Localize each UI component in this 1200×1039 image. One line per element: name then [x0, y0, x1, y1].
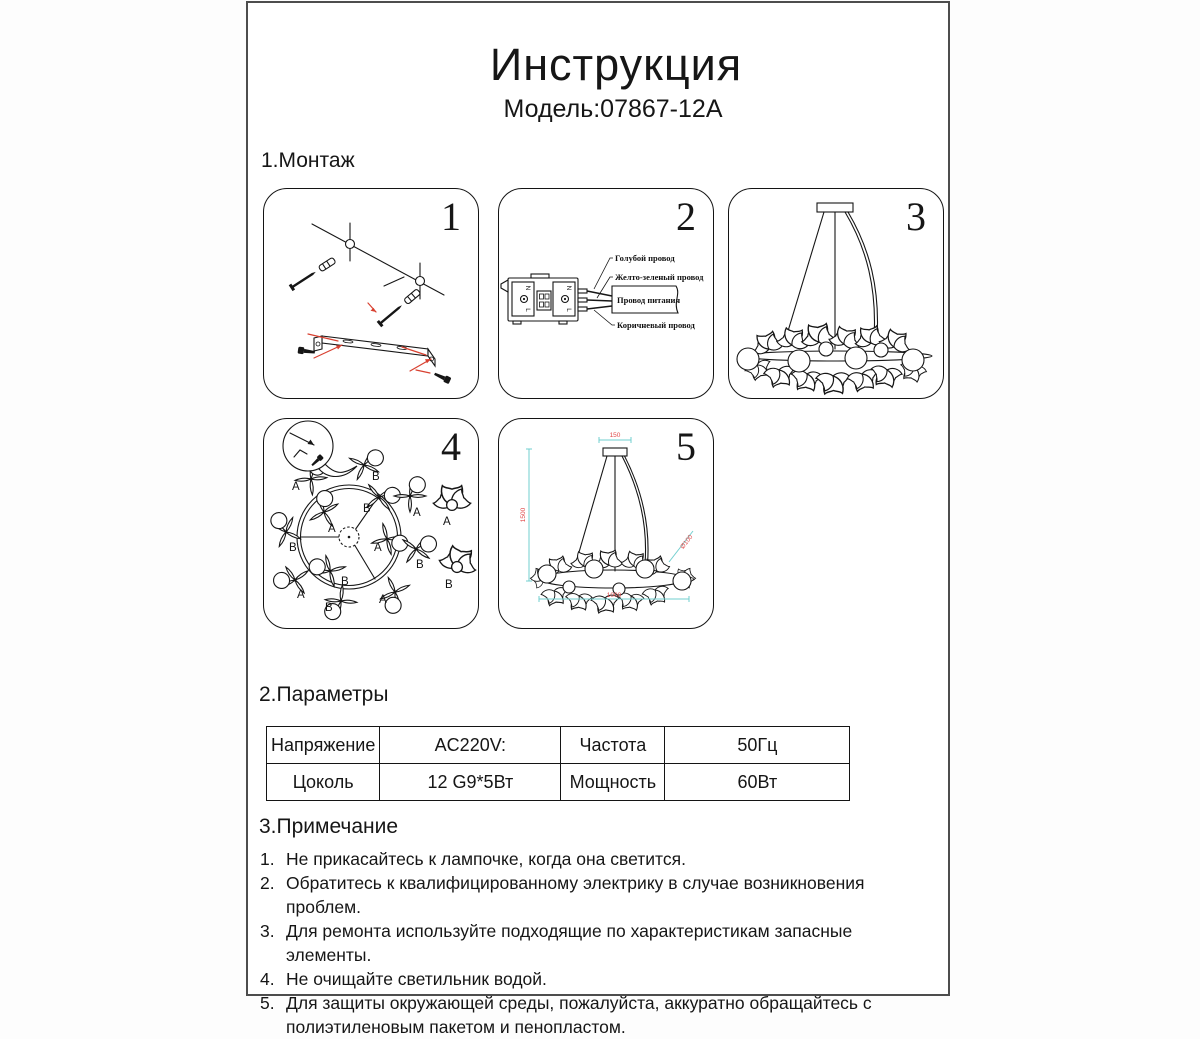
loose-part-b — [437, 543, 477, 579]
part-label: A — [374, 542, 382, 554]
terminal-label: N — [524, 285, 531, 291]
param-name-cell: Мощность — [561, 764, 665, 801]
yellow-green-wire-label: Желто-зеленый провод — [615, 272, 704, 282]
blue-wire-label: Голубой провод — [615, 253, 675, 263]
note-item — [260, 967, 934, 991]
note-text: Для ремонта используйте подходящие по характеристикам запасные элементы. — [286, 921, 853, 965]
param-name-cell: Напряжение — [267, 727, 380, 764]
dim-diameter: 1000 — [606, 592, 622, 599]
part-label: A — [379, 594, 387, 606]
note-number: 4. — [260, 969, 275, 989]
section-heading-parameters: 2.Параметры — [259, 683, 389, 706]
panel-number: 3 — [906, 194, 926, 239]
screw-and-anchor-icon — [377, 288, 421, 327]
note-text: Для защиты окружающей среды, пожалуйста, аккуратно обращайтесь с — [286, 993, 872, 1013]
notes-list — [260, 847, 934, 1039]
bolt-icon — [433, 371, 451, 385]
terminal-label: L — [524, 308, 531, 312]
note-item — [260, 991, 934, 1039]
instruction-page — [246, 1, 950, 1037]
part-label: B — [289, 542, 297, 554]
section-heading-montage: 1.Монтаж — [261, 149, 355, 172]
bolt-icon — [298, 347, 316, 356]
page-title: Инструкция — [489, 39, 743, 90]
table-row — [267, 764, 850, 801]
note-number: 3. — [260, 921, 275, 941]
terminal-label: N — [565, 285, 572, 291]
panel-number: 4 — [441, 424, 461, 469]
dim-canopy-width: 150 — [609, 432, 621, 439]
note-text: Не очищайте светильник водой. — [286, 969, 547, 989]
model-number: Модель:07867-12A — [503, 95, 723, 123]
part-label: B — [445, 579, 453, 591]
param-value-cell: 60Вт — [665, 764, 850, 801]
screw-and-anchor-icon — [289, 257, 336, 291]
part-label: B — [325, 602, 333, 614]
part-label: A — [413, 507, 421, 519]
note-text: Обратитесь к квалифицированному электрику в случае возникновения проблем. — [286, 873, 865, 917]
note-text: полиэтиленовым пакетом и пенопластом. — [286, 1017, 626, 1037]
param-value-cell: 50Гц — [665, 727, 850, 764]
section-heading-notes: 3.Примечание — [259, 815, 399, 838]
param-name-cell: Цоколь — [267, 764, 380, 801]
part-label: B — [341, 576, 349, 588]
panel-number: 5 — [676, 424, 696, 469]
brown-wire-label: Коричневый провод — [617, 320, 695, 330]
note-number: 2. — [260, 873, 275, 893]
table-row — [267, 727, 850, 764]
part-label: B — [416, 559, 424, 571]
param-value-cell: 12 G9*5Вт — [380, 764, 561, 801]
dim-globe: Ø100 — [679, 533, 695, 551]
panel-step3-hanging — [728, 188, 944, 399]
note-item — [260, 919, 934, 967]
param-name-cell: Частота — [561, 727, 665, 764]
note-text: Не прикасайтесь к лампочке, когда она светится. — [286, 849, 686, 869]
part-label: A — [328, 523, 336, 535]
part-label: A — [297, 589, 305, 601]
loose-part-a — [433, 486, 471, 513]
note-item — [260, 847, 934, 871]
terminal-label: L — [565, 308, 572, 312]
note-item — [260, 871, 934, 919]
panel-step4-assembly — [263, 418, 479, 629]
part-label: B — [372, 471, 380, 483]
panel-step1-mounting — [263, 188, 479, 399]
power-wire-label: Провод питания — [617, 295, 681, 305]
note-number: 1. — [260, 849, 275, 869]
panel-number: 1 — [441, 194, 461, 239]
panel-step5-dimensions — [498, 418, 714, 629]
part-label: A — [292, 481, 300, 493]
note-number: 5. — [260, 993, 275, 1013]
part-label: B — [363, 503, 371, 515]
dim-height: 1500 — [520, 507, 527, 523]
parameters-table — [266, 726, 850, 801]
param-value-cell: AC220V: — [380, 727, 561, 764]
panel-step2-wiring — [498, 188, 714, 399]
part-label: A — [443, 516, 451, 528]
panel-number: 2 — [676, 194, 696, 239]
